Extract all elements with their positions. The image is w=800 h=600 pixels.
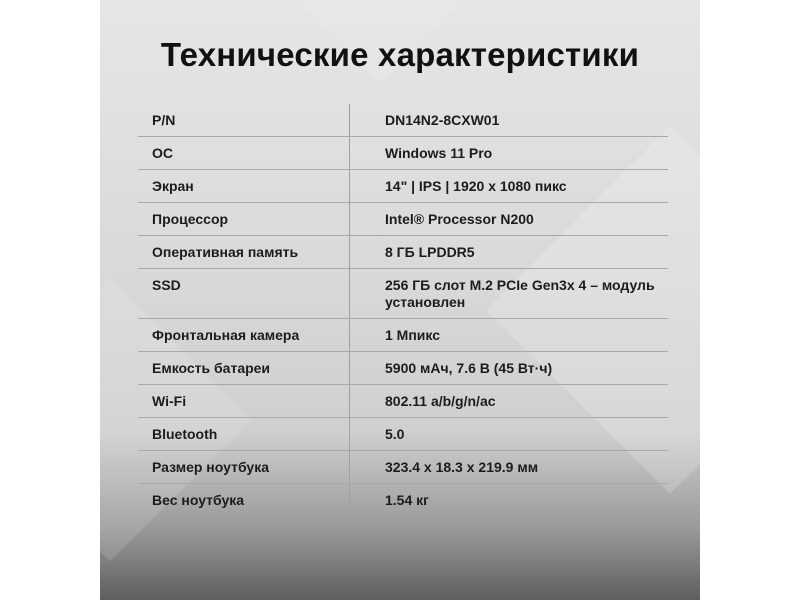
- spec-value: 256 ГБ слот M.2 PCIe Gen3x 4 – модуль установлен: [385, 277, 655, 310]
- spec-value: 1 Мпикс: [385, 327, 441, 343]
- spec-row-wifi: [138, 385, 668, 418]
- spec-row-size: [138, 451, 668, 484]
- spec-label: Оперативная память: [138, 236, 350, 268]
- spec-label: ОС: [138, 137, 350, 169]
- spec-label: Емкость батареи: [138, 352, 350, 384]
- spec-label: SSD: [138, 269, 350, 318]
- spec-panel: [100, 0, 700, 600]
- spec-row-ssd: [138, 269, 668, 319]
- spec-value: Intel® Processor N200: [385, 211, 534, 227]
- spec-value: 1.54 кг: [385, 492, 429, 508]
- spec-row-pn: [138, 104, 668, 137]
- page-title: Технические характеристики: [160, 36, 640, 73]
- spec-value: Windows 11 Pro: [385, 145, 493, 161]
- spec-row-camera: [138, 319, 668, 352]
- spec-value: DN14N2-8CXW01: [385, 112, 500, 128]
- spec-label: Bluetooth: [138, 418, 350, 450]
- spec-row-bluetooth: [138, 418, 668, 451]
- spec-table: [138, 104, 668, 517]
- spec-label: Экран: [138, 170, 350, 202]
- spec-value: 8 ГБ LPDDR5: [385, 244, 475, 260]
- spec-label: Wi-Fi: [138, 385, 350, 417]
- spec-label: Процессор: [138, 203, 350, 235]
- spec-row-ram: [138, 236, 668, 269]
- spec-value: 802.11 a/b/g/n/ac: [385, 393, 496, 409]
- spec-label: P/N: [138, 104, 350, 136]
- spec-value: 5900 мАч, 7.6 В (45 Вт·ч): [385, 360, 553, 376]
- spec-label: Фронтальная камера: [138, 319, 350, 351]
- spec-row-cpu: [138, 203, 668, 236]
- spec-label: Вес ноутбука: [138, 484, 350, 517]
- spec-row-battery: [138, 352, 668, 385]
- spec-value: 323.4 x 18.3 x 219.9 мм: [385, 459, 539, 475]
- spec-row-os: [138, 137, 668, 170]
- spec-row-screen: [138, 170, 668, 203]
- spec-row-weight: [138, 484, 668, 517]
- spec-value: 14" | IPS | 1920 x 1080 пикс: [385, 178, 567, 194]
- spec-label: Размер ноутбука: [138, 451, 350, 483]
- spec-value: 5.0: [385, 426, 405, 442]
